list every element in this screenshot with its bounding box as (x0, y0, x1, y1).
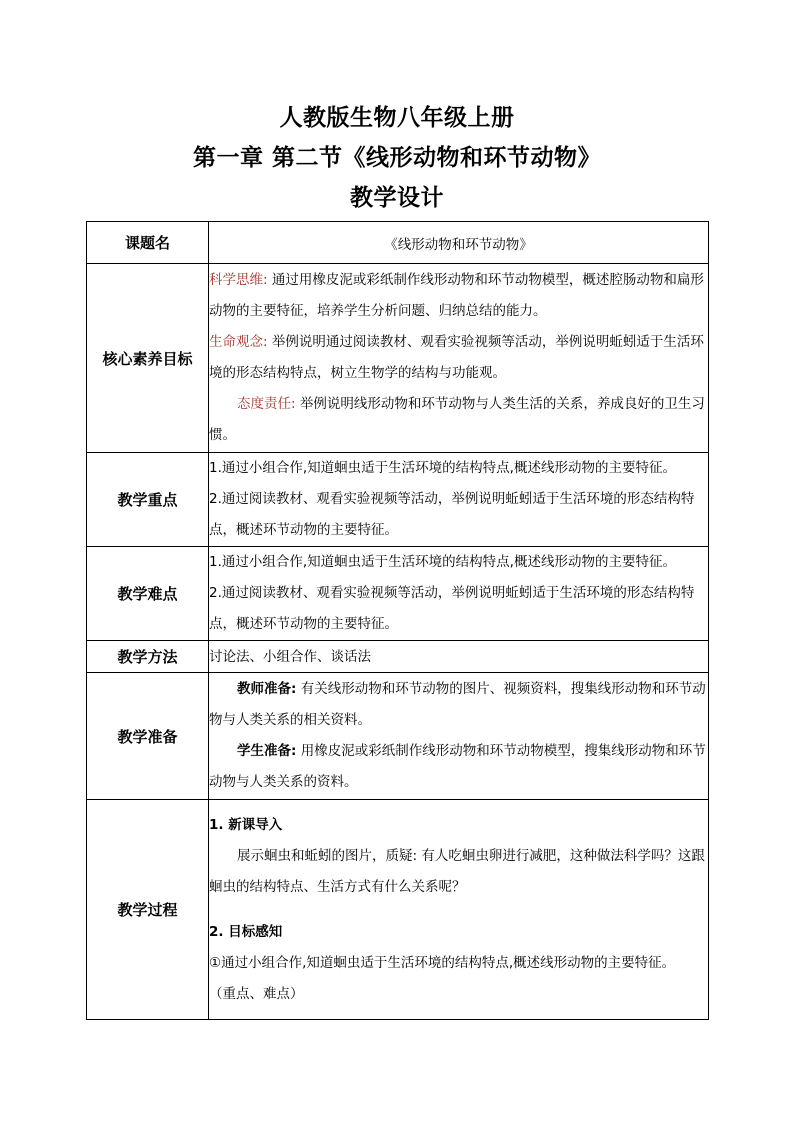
row-preparation (87, 673, 709, 800)
topic-value: 《线形动物和环节动物》 (209, 222, 709, 264)
core-goals-label: 核心素养目标 (87, 264, 209, 453)
lesson-plan-table (86, 221, 709, 1020)
goal-2-text: 举例说明通过阅读教材、观看实验视频等活动，举例说明蚯蚓适于生活环境的形态结构特点，树立生物学的结构与功能观。 (209, 334, 704, 381)
process-section-2-note: （重点、难点） (209, 985, 304, 1002)
row-key-points (87, 453, 709, 547)
row-topic (87, 222, 709, 264)
key-points-content (209, 453, 709, 547)
row-process (87, 800, 709, 1020)
key-point-1: 1.通过小组合作,知道蛔虫适于生活环境的结构特点,概述线形动物的主要特征。 (209, 460, 676, 476)
key-point-2: 2.通过阅读教材、观看实验视频等活动，举例说明蚯蚓适于生活环境的形态结构特点，概述环节动物的主要特征。 (209, 491, 695, 538)
row-core-goals (87, 264, 709, 453)
topic-label: 课题名 (87, 222, 209, 264)
process-section-2-item: ①通过小组合作,知道蛔虫适于生活环境的结构特点,概述线形动物的主要特征。 (209, 954, 676, 971)
process-section-2-title: 2. 目标感知 (209, 923, 283, 940)
difficulty-2: 2.通过阅读教材、观看实验视频等活动，举例说明蚯蚓适于生活环境的形态结构特点，概述环节动物的主要特征。 (209, 585, 695, 632)
goal-life-concept (209, 327, 708, 389)
teacher-preparation (209, 674, 708, 736)
title-line-2: 第一章 第二节《线形动物和环节动物》 (192, 145, 601, 171)
goal-1-label: 科学思维: (209, 272, 268, 288)
difficulties-content (209, 547, 709, 641)
title-line-3: 教学设计 (350, 185, 444, 211)
document-title (0, 98, 794, 218)
goal-attitude (209, 389, 708, 451)
goal-1-text: 通过用橡皮泥或彩纸制作线形动物和环节动物模型，概述腔肠动物和扁形动物的主要特征，培养学生分析问题、归纳总结的能力。 (209, 272, 704, 319)
student-prep-text: 用橡皮泥或彩纸制作线形动物和环节动物模型，搜集线形动物和环节动物与人类关系的资料。 (209, 743, 706, 790)
goal-2-label: 生命观念: (209, 334, 268, 350)
key-points-label: 教学重点 (87, 453, 209, 547)
student-prep-label: 学生准备: (237, 743, 297, 759)
difficulty-1: 1.通过小组合作,知道蛔虫适于生活环境的结构特点,概述线形动物的主要特征。 (209, 554, 676, 570)
process-content (209, 800, 709, 1020)
process-label: 教学过程 (87, 800, 209, 1020)
preparation-label: 教学准备 (87, 673, 209, 800)
preparation-content (209, 673, 709, 800)
row-methods (87, 641, 709, 673)
teacher-prep-label: 教师准备: (237, 681, 297, 697)
core-goals-content (209, 264, 709, 453)
teacher-prep-text: 有关线形动物和环节动物的图片、视频资料，搜集线形动物和环节动物与人类关系的相关资料。 (209, 681, 706, 728)
process-section-1-title: 1. 新课导入 (209, 816, 283, 833)
goal-3-label: 态度责任: (237, 396, 296, 412)
row-difficulties (87, 547, 709, 641)
methods-value: 讨论法、小组合作、谈话法 (209, 641, 709, 673)
goal-scientific-thinking (209, 265, 708, 327)
student-preparation (209, 736, 708, 798)
spacer (209, 903, 708, 917)
title-line-1: 人教版生物八年级上册 (279, 105, 515, 131)
methods-label: 教学方法 (87, 641, 209, 673)
goal-3-text: 举例说明线形动物和环节动物与人类生活的关系，养成良好的卫生习惯。 (209, 396, 705, 443)
process-section-1-text: 展示蛔虫和蚯蚓的图片，质疑: 有人吃蛔虫卵进行减肥，这种做法科学吗？这跟蛔虫的结构特点、生活方式有什么关系呢？ (209, 847, 705, 895)
difficulties-label: 教学难点 (87, 547, 209, 641)
